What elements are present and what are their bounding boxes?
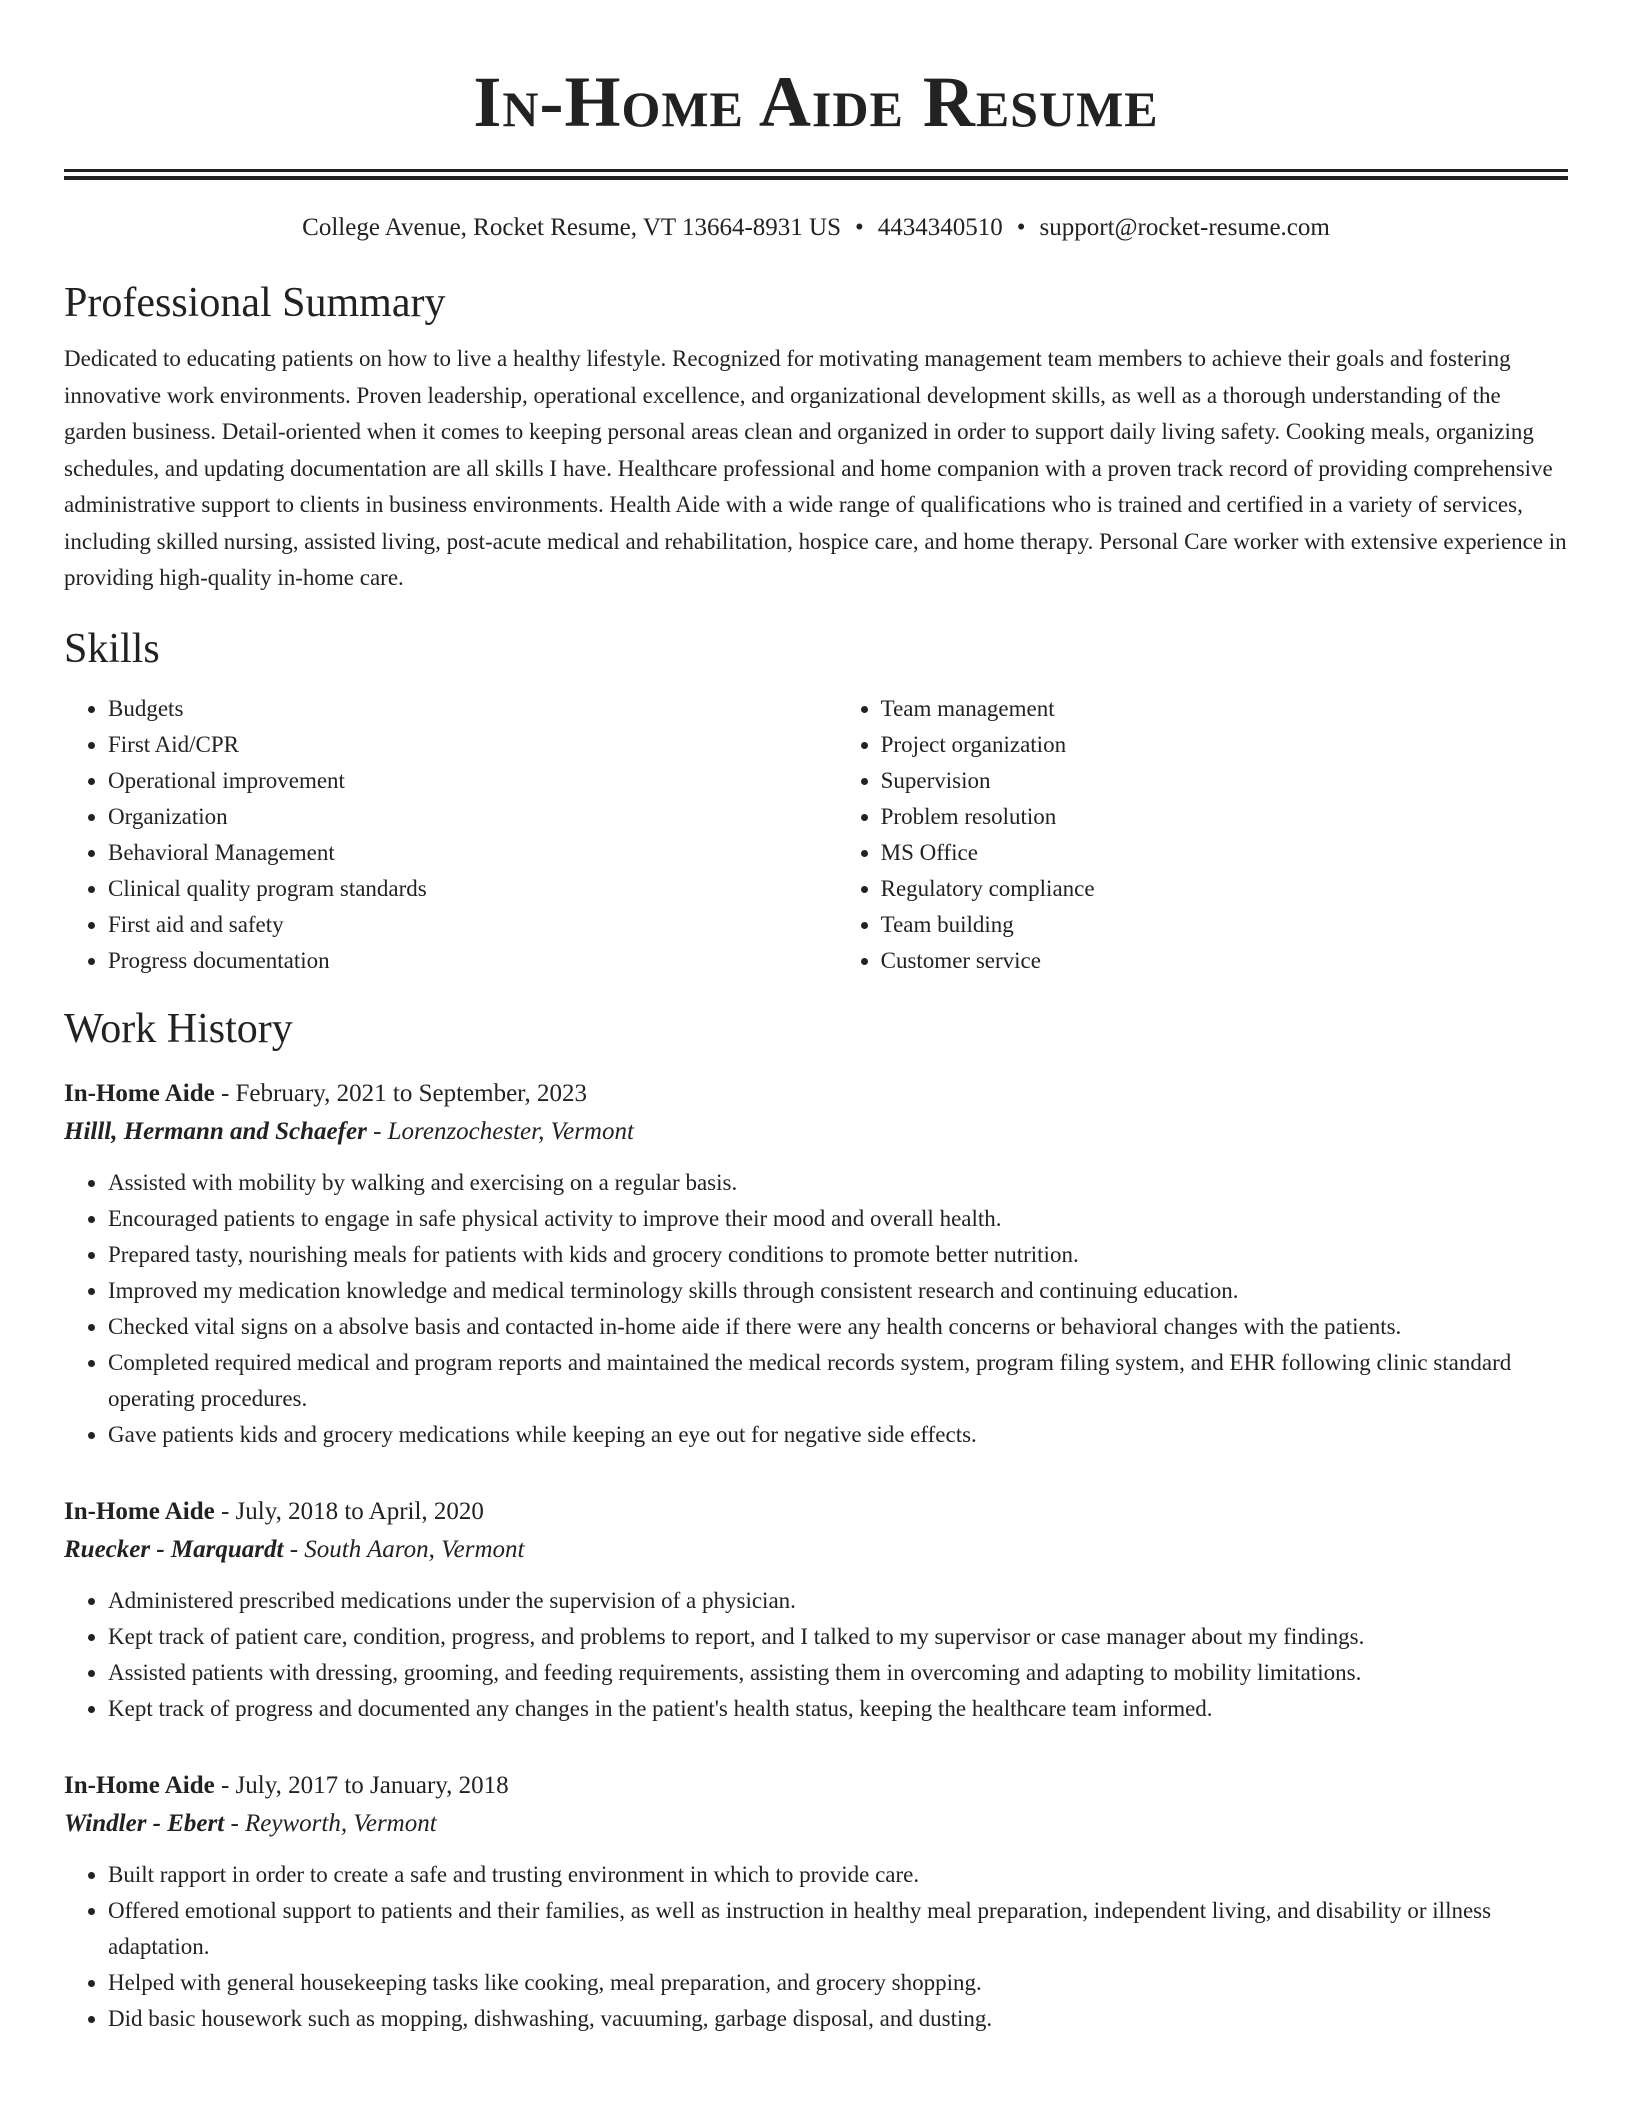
skill-item: • Behavioral Management (108, 835, 837, 871)
job-location: Lorenzochester, Vermont (387, 1117, 634, 1145)
skill-item: • Team building (881, 907, 1568, 943)
job-company-line (64, 1805, 1568, 1843)
duty-item: • Kept track of patient care, condition, progress, and problems to report, and I talked to my supervisor or case manager about my findings. (108, 1619, 1568, 1655)
summary-heading: Professional Summary (64, 280, 446, 326)
duty-item: • Administered prescribed medications under the supervision of a physician. (108, 1583, 1568, 1619)
job-company-line (64, 1531, 1568, 1569)
job-title-line (64, 1075, 1568, 1113)
duty-item: • Prepared tasty, nourishing meals for patients with kids and grocery conditions to promote better nutrition. (108, 1237, 1568, 1273)
contact-line (64, 213, 1568, 243)
duty-item: • Assisted patients with dressing, grooming, and feeding requirements, assisting them in overcoming and adapting to mobility limitations. (108, 1655, 1568, 1691)
job-role: In-Home Aide (64, 1079, 215, 1107)
skill-item: • Customer service (881, 943, 1568, 979)
job-company: Windler - Ebert (64, 1809, 225, 1837)
summary-section (64, 279, 1568, 597)
duty-item: • Encouraged patients to engage in safe physical activity to improve their mood and overall health. (108, 1201, 1568, 1237)
contact-separator: • (1016, 214, 1026, 241)
duty-item: • Assisted with mobility by walking and exercising on a regular basis. (108, 1165, 1568, 1201)
duty-item: • Improved my medication knowledge and medical terminology skills through consistent research and continuing education. (108, 1273, 1568, 1309)
duty-item: • Offered emotional support to patients and their families, as well as instruction in healthy meal preparation, independent living, and disability or illness adaptation. (108, 1893, 1568, 1965)
skill-item: • Problem resolution (881, 799, 1568, 835)
skills-heading: Skills (64, 625, 160, 672)
job-dash: - (289, 1535, 299, 1563)
job-location: Reyworth, Vermont (245, 1809, 437, 1837)
duty-item: • Helped with general housekeeping tasks like cooking, meal preparation, and grocery shopping. (108, 1965, 1568, 2001)
skill-item: • Supervision (881, 763, 1568, 799)
summary-text: Dedicated to educating patients on how to live a healthy lifestyle. Recognized for motivating management team members to achieve their goals and fostering innovative work environments. Proven leadership, operational excellence, and organizational development skills, as well as a thorough understanding of the garden business. Detail-oriented when it comes to keeping personal areas clean and organized in order to support daily living safety. Cooking meals, organizing schedules, and updating documentation are all skills I have. Healthcare professional and home companion with a proven track record of providing comprehensive administrative support to clients in business environments. Health Aide with a wide range of qualifications who is trained and certified in a variety of services, including skilled nursing, assisted living, post-acute medical and rehabilitation, hospice care, and home therapy. Personal Care worker with extensive experience in providing high-quality in-home care. (64, 346, 1567, 590)
duty-item: • Built rapport in order to create a safe and trusting environment in which to provide care. (108, 1857, 1568, 1893)
job-duties (64, 1583, 1568, 1727)
job-role: In-Home Aide (64, 1771, 215, 1799)
work-history-section (64, 1005, 1568, 2037)
skill-item: • MS Office (881, 835, 1568, 871)
duty-item: • Kept track of progress and documented any changes in the patient's health status, keeping the healthcare team informed. (108, 1691, 1568, 1727)
skill-item: • Budgets (108, 691, 837, 727)
job-dates: July, 2017 to January, 2018 (235, 1771, 509, 1799)
duty-item: • Gave patients kids and grocery medications while keeping an eye out for negative side effects. (108, 1417, 1568, 1453)
duty-item: • Completed required medical and program reports and maintained the medical records system, program filing system, and EHR following clinic standard operating procedures. (108, 1345, 1568, 1417)
work-history-heading: Work History (64, 1005, 293, 1052)
job-dash: - (230, 1809, 239, 1837)
duty-item: • Did basic housework such as mopping, dishwashing, vacuuming, garbage disposal, and dusting. (108, 2001, 1568, 2037)
skills-grid (64, 691, 1568, 979)
job-company: Ruecker - Marquardt (64, 1535, 284, 1563)
contact-address: College Avenue, Rocket Resume, VT 13664-8931 US (302, 214, 841, 241)
skill-item: • First aid and safety (108, 907, 837, 943)
title-divider (64, 169, 1568, 180)
job-dates: February, 2021 to September, 2023 (235, 1079, 588, 1107)
skill-item: • Operational improvement (108, 763, 837, 799)
duty-item: • Checked vital signs on a absolve basis and contacted in-home aide if there were any health concerns or behavioral changes with the patients. (108, 1309, 1568, 1345)
job-location: South Aaron, Vermont (304, 1535, 525, 1563)
job-entry (64, 1493, 1568, 1727)
skill-item: • Progress documentation (108, 943, 837, 979)
job-dash: - (220, 1497, 230, 1525)
resume-title: In-Home Aide Resume (473, 62, 1159, 142)
job-title-line (64, 1493, 1568, 1531)
job-company: Hilll, Hermann and Schaefer (64, 1117, 367, 1145)
skills-list-right (837, 691, 1568, 979)
job-dash: - (373, 1117, 382, 1145)
skill-item: • Clinical quality program standards (108, 871, 837, 907)
skill-item: • Team management (881, 691, 1568, 727)
job-role: In-Home Aide (64, 1497, 215, 1525)
contact-phone: 4434340510 (877, 214, 1003, 241)
job-duties (64, 1165, 1568, 1453)
skill-item: • Organization (108, 799, 837, 835)
job-company-line (64, 1113, 1568, 1151)
skills-section (64, 625, 1568, 979)
job-duties (64, 1857, 1568, 2037)
job-entry (64, 1767, 1568, 2037)
skill-item: • Regulatory compliance (881, 871, 1568, 907)
contact-separator: • (855, 214, 864, 241)
skill-item: • First Aid/CPR (108, 727, 837, 763)
skill-item: • Project organization (881, 727, 1568, 763)
job-dash: - (220, 1771, 230, 1799)
contact-email: support@rocket-resume.com (1039, 214, 1330, 241)
skills-list-left (64, 691, 837, 979)
job-dash: - (220, 1079, 230, 1107)
job-entry (64, 1075, 1568, 1453)
job-title-line (64, 1767, 1568, 1805)
job-dates: July, 2018 to April, 2020 (235, 1497, 484, 1525)
